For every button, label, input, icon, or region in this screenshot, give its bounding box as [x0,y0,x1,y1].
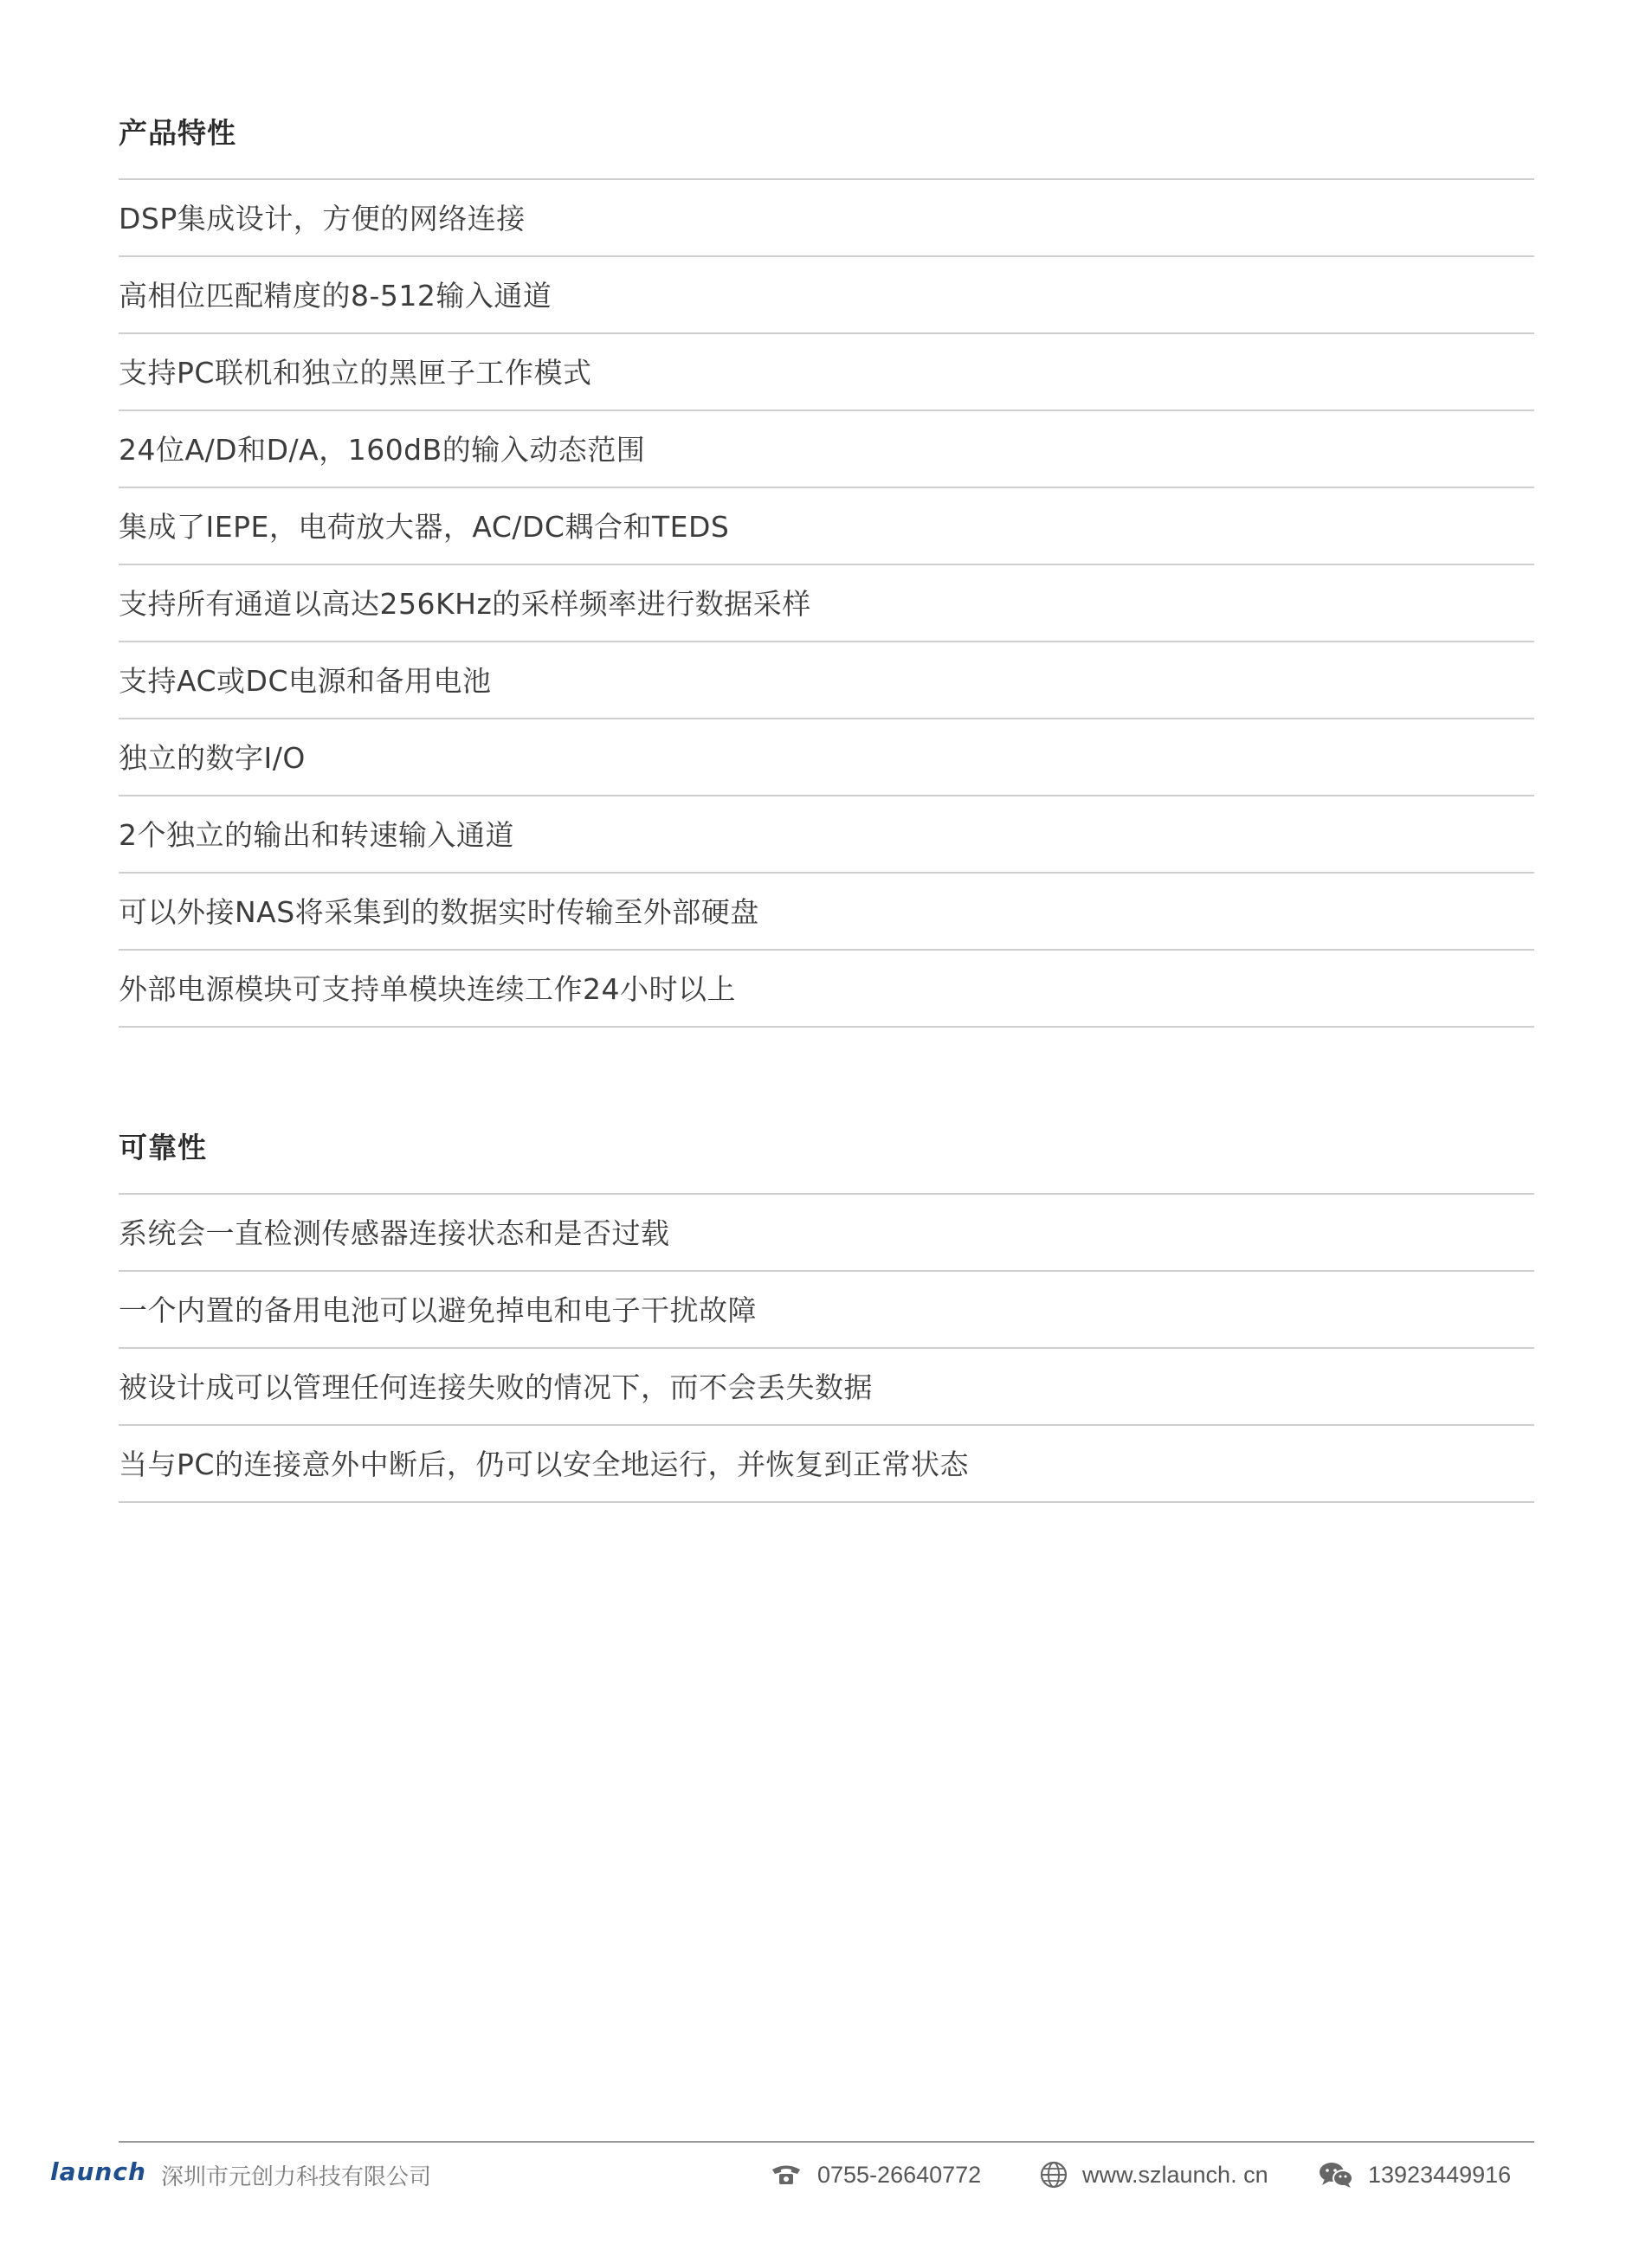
list-item: 一个内置的备用电池可以避免掉电和电子干扰故障 [119,1272,1534,1349]
product-features-section [119,109,1534,1028]
website-url: www.szlaunch. cn [1082,2161,1268,2188]
reliability-list [119,1193,1534,1503]
list-item: 支持PC联机和独立的黑匣子工作模式 [119,334,1534,411]
section-title-features: 产品特性 [119,116,236,150]
section-title-reliability: 可靠性 [119,1131,207,1164]
list-item: 被设计成可以管理任何连接失败的情况下，而不会丢失数据 [119,1349,1534,1426]
list-item: 集成了IEPE，电荷放大器，AC/DC耦合和TEDS [119,488,1534,565]
list-item: 24位A/D和D/A，160dB的输入动态范围 [119,411,1534,488]
phone-icon [769,2162,803,2188]
footer [0,2150,1652,2194]
list-item: 2个独立的输出和转速输入通道 [119,796,1534,874]
reliability-section [119,1124,1534,1503]
footer-website [1039,2157,1268,2192]
list-item: 支持AC或DC电源和备用电池 [119,642,1534,719]
globe-icon [1039,2160,1068,2189]
footer-divider [119,2141,1534,2143]
list-item: 系统会一直检测传感器连接状态和是否过载 [119,1195,1534,1272]
brand-logo: launch [50,2157,146,2186]
company-name: 深圳市元创力科技有限公司 [161,2164,432,2190]
list-item: 高相位匹配精度的8-512输入通道 [119,257,1534,334]
wechat-number: 13923449916 [1368,2161,1512,2188]
list-item: DSP集成设计，方便的网络连接 [119,180,1534,257]
list-item: 外部电源模块可支持单模块连续工作24小时以上 [119,951,1534,1028]
wechat-icon [1318,2160,1354,2189]
footer-phone [769,2157,981,2192]
list-item: 可以外接NAS将采集到的数据实时传输至外部硬盘 [119,874,1534,951]
list-item: 当与PC的连接意外中断后，仍可以安全地运行，并恢复到正常状态 [119,1426,1534,1503]
list-item: 支持所有通道以高达256KHz的采样频率进行数据采样 [119,565,1534,642]
features-list [119,178,1534,1028]
phone-number: 0755-26640772 [817,2161,982,2188]
footer-wechat [1318,2157,1511,2192]
list-item: 独立的数字I/O [119,719,1534,796]
